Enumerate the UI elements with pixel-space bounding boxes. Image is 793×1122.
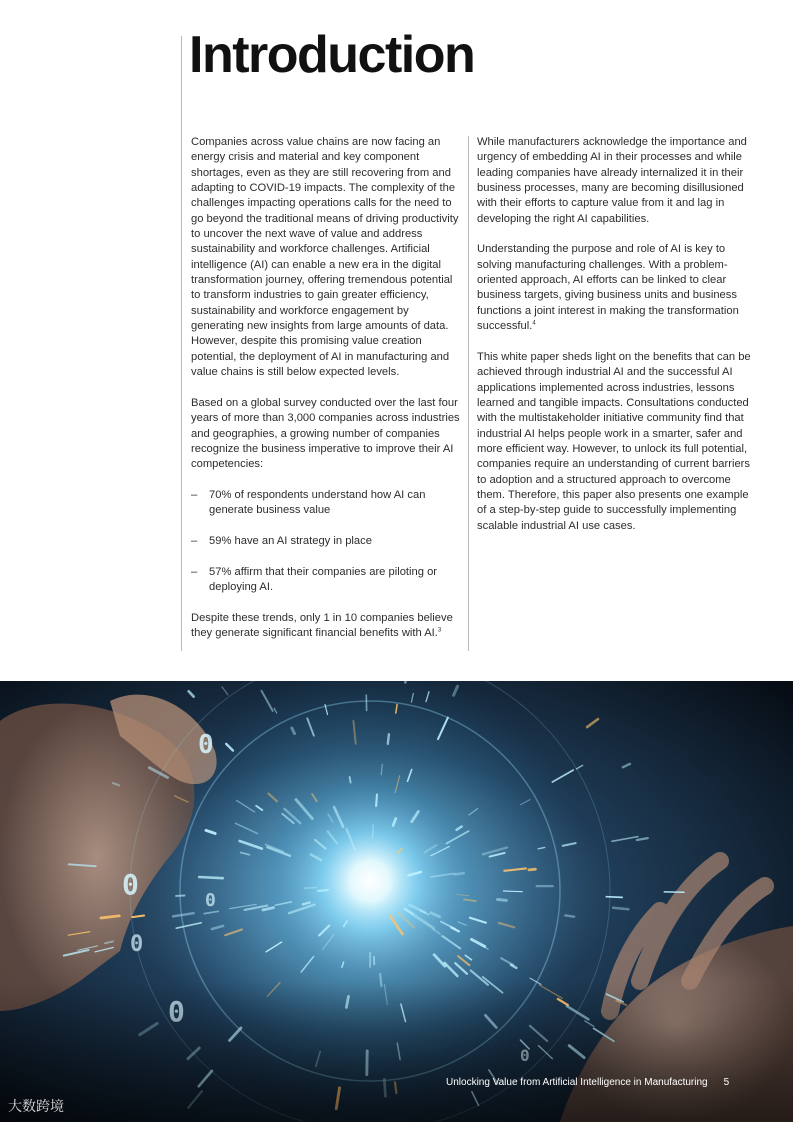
title-divider bbox=[181, 36, 182, 651]
bullet-dash: – bbox=[191, 488, 198, 501]
closing-paragraph bbox=[191, 611, 463, 642]
particle-streak bbox=[503, 891, 522, 892]
particle-streak bbox=[455, 873, 464, 874]
hero-image bbox=[0, 681, 793, 1122]
page-footer bbox=[446, 1077, 729, 1088]
particle-streak bbox=[565, 915, 574, 916]
particle-streak bbox=[199, 877, 223, 878]
purpose-paragraph bbox=[477, 242, 751, 334]
survey-bullet-list bbox=[191, 488, 463, 595]
list-item bbox=[191, 534, 463, 549]
closing-text: Despite these trends, only 1 in 10 companies believe they generate significant financial benefits with AI. bbox=[191, 611, 453, 639]
watermark-logo: 大数跨境 bbox=[8, 1099, 64, 1115]
particle-streak bbox=[606, 897, 622, 898]
bullet-dash: – bbox=[191, 565, 198, 578]
particle-streak bbox=[376, 795, 377, 807]
list-item bbox=[191, 565, 463, 596]
bullet-text: 70% of respondents understand how AI can generate business value bbox=[209, 488, 426, 517]
particle-streak bbox=[529, 869, 535, 870]
binary-digit: 0 bbox=[130, 932, 144, 957]
bottom-shade bbox=[0, 981, 793, 1122]
column-divider bbox=[468, 136, 469, 651]
particle-streak bbox=[373, 825, 374, 838]
particle-streak bbox=[613, 908, 628, 909]
intro-paragraph: Companies across value chains are now facing an energy crisis and material and key component shortages, even as they are still recovering from and adapting to COVID-19 impacts. The complexity of the challenges impacting operations calls for the need to go beyond the traditional means of driving productivity to uncover the next wave of value and address sustainability and workforce challenges. Artificial intelligence (AI) can enable a new era in the digital transformation journey, offering tremendous potential to transform industries to gain greater efficiency, sustainability and workforce engagement by generating new insights from large amounts of data. However, despite this promising value creation potential, the deployment of AI in manufacturing and value chains is still below expected levels. bbox=[191, 136, 459, 379]
bullet-text: 59% have an AI strategy in place bbox=[209, 534, 372, 547]
manufacturers-paragraph: While manufacturers acknowledge the importance and urgency of embedding AI in their processes and while leading companies have already internalized it in their business processes, many are becoming disillusioned with their efforts to capture value from it and lag in developing the right AI capabilities. bbox=[477, 136, 747, 225]
footer-doc-title: Unlocking Value from Artificial Intelligence in Manufacturing bbox=[446, 1077, 708, 1088]
ai-burst-illustration bbox=[0, 681, 793, 1122]
binary-digit: 0 bbox=[205, 890, 216, 911]
particle-streak bbox=[350, 777, 351, 783]
list-item bbox=[191, 488, 463, 519]
particle-streak bbox=[388, 734, 389, 744]
particle-streak bbox=[318, 890, 328, 891]
page-number: 5 bbox=[723, 1077, 730, 1088]
survey-paragraph: Based on a global survey conducted over the last four years of more than 3,000 companies across industries and geographies, a growing number of companies recognize the business imperative to improve their AI competencies: bbox=[191, 396, 460, 471]
left-column bbox=[191, 135, 463, 657]
footnote-ref: 3 bbox=[437, 627, 442, 634]
right-column bbox=[477, 135, 751, 549]
particle-streak bbox=[405, 681, 406, 682]
bullet-dash: – bbox=[191, 534, 198, 547]
purpose-text: Understanding the purpose and role of AI is key to solving manufacturing challenges. With a problem-oriented approach, AI efforts can be linked to clear business targets, giving business units and business functions a joint interest in making the transformation successful. bbox=[477, 243, 739, 333]
page-title: Introduction bbox=[189, 26, 475, 84]
footnote-ref: 4 bbox=[532, 320, 536, 327]
bullet-text: 57% affirm that their companies are piloting or deploying AI. bbox=[209, 565, 438, 593]
binary-digit: 0 bbox=[198, 730, 214, 760]
particle-streak bbox=[497, 899, 506, 900]
binary-digit: 0 bbox=[122, 868, 139, 901]
white-paper-paragraph: This white paper sheds light on the benefits that can be achieved through industrial AI and the successful AI applications implemented across industries, lessons learned and tangible impacts. Consultations conducted with the multistakeholder initiative community find that industrial AI helps people work in a smarter, safer and more efficient way. However, to unlock its full potential, companies require an understanding of current barriers to adoption and a structured approach to overcome them. Therefore, this paper also presents one example of a step-by-step guide to successfully implementing scalable industrial AI use cases. bbox=[477, 350, 751, 532]
